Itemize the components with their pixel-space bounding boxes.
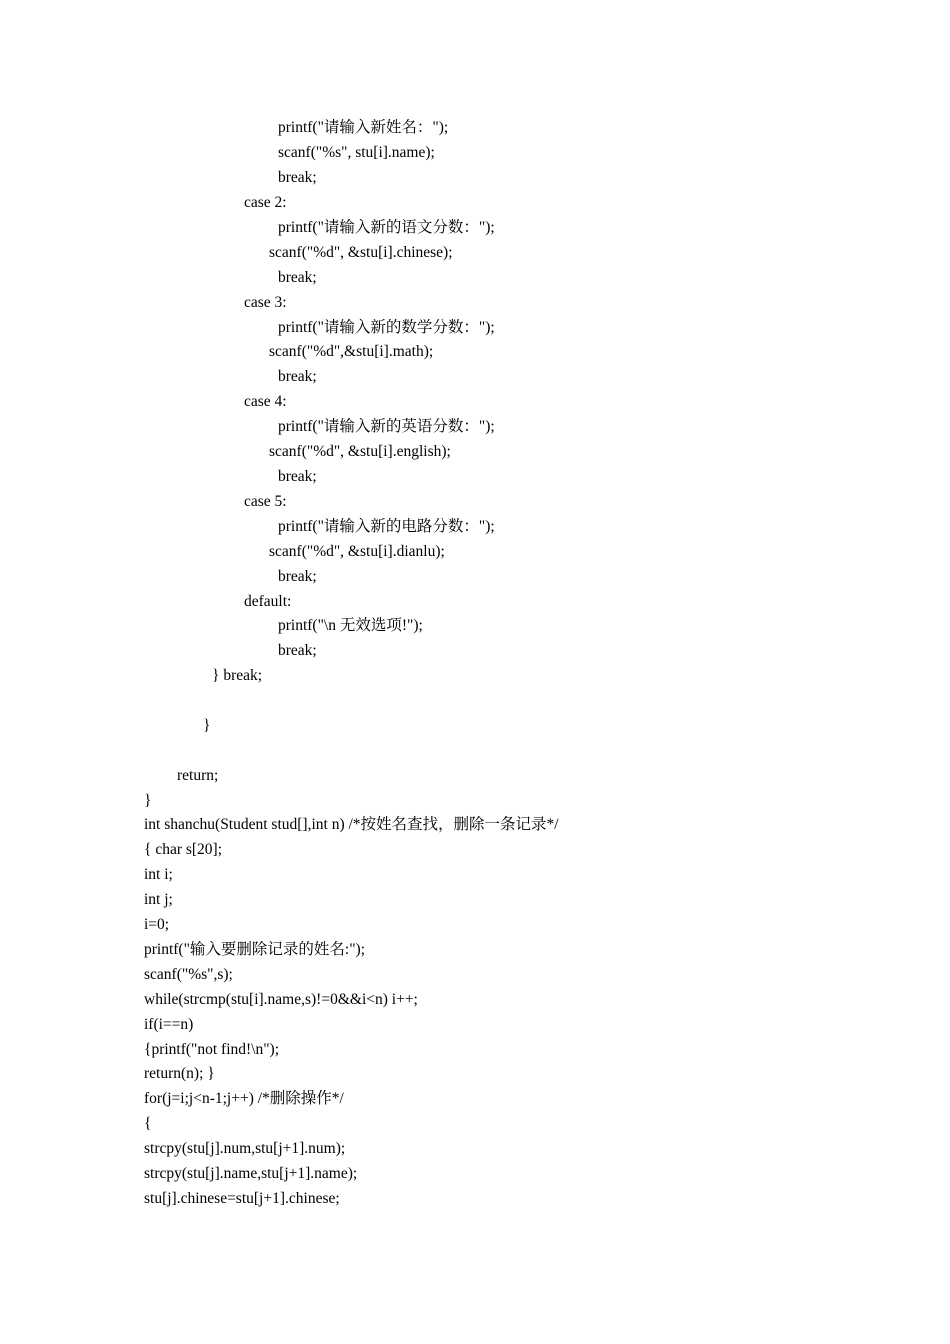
code-line: case 4: — [244, 393, 287, 410]
code-line: for(j=i;j<n-1;j++) /*删除操作*/ — [144, 1090, 344, 1107]
code-line: } break; — [212, 667, 263, 684]
code-line: printf("请输入新的数学分数："); — [278, 319, 495, 336]
code-line: int shanchu(Student stud[],int n) /*按姓名查找，删除一条记录*/ — [144, 816, 559, 833]
code-line: strcpy(stu[j].name,stu[j+1].name); — [144, 1165, 358, 1182]
code-line: return(n); } — [144, 1065, 215, 1082]
code-line: printf("输入要删除记录的姓名:"); — [144, 941, 366, 958]
code-line: printf("请输入新的电路分数："); — [278, 518, 495, 535]
code-line: } — [144, 792, 152, 809]
code-line: default: — [244, 593, 292, 610]
code-line: break; — [278, 468, 317, 485]
code-line: case 2: — [244, 194, 287, 211]
code-line: if(i==n) — [144, 1016, 194, 1033]
code-line: case 3: — [244, 294, 287, 311]
code-line: break; — [278, 269, 317, 286]
code-line: scanf("%d", &stu[i].dianlu); — [269, 543, 445, 560]
code-line: scanf("%d", &stu[i].chinese); — [269, 244, 453, 261]
code-line: break; — [278, 368, 317, 385]
code-line: break; — [278, 169, 317, 186]
code-line: stu[j].chinese=stu[j+1].chinese; — [144, 1190, 340, 1207]
code-line: printf("请输入新的英语分数："); — [278, 418, 495, 435]
code-line: return; — [177, 767, 219, 784]
code-line: } — [203, 717, 211, 734]
code-line: scanf("%s",s); — [144, 966, 233, 983]
code-line: scanf("%d", &stu[i].english); — [269, 443, 451, 460]
code-line: int j; — [144, 891, 173, 908]
code-line: break; — [278, 642, 317, 659]
code-line: printf("\n 无效选项!"); — [278, 617, 423, 634]
code-line: while(strcmp(stu[i].name,s)!=0&&i<n) i++; — [144, 991, 418, 1008]
code-line: printf("请输入新的语文分数："); — [278, 219, 495, 236]
code-line: { — [144, 1115, 152, 1132]
code-line: scanf("%d",&stu[i].math); — [269, 343, 434, 360]
code-line: {printf("not find!\n"); — [144, 1041, 280, 1058]
code-line: case 5: — [244, 493, 287, 510]
code-line: int i; — [144, 866, 173, 883]
code-line: printf("请输入新姓名："); — [278, 119, 449, 136]
code-line: scanf("%s", stu[i].name); — [278, 144, 435, 161]
code-line: i=0; — [144, 916, 170, 933]
code-line: strcpy(stu[j].num,stu[j+1].num); — [144, 1140, 346, 1157]
code-line: break; — [278, 568, 317, 585]
code-line: { char s[20]; — [144, 841, 223, 858]
